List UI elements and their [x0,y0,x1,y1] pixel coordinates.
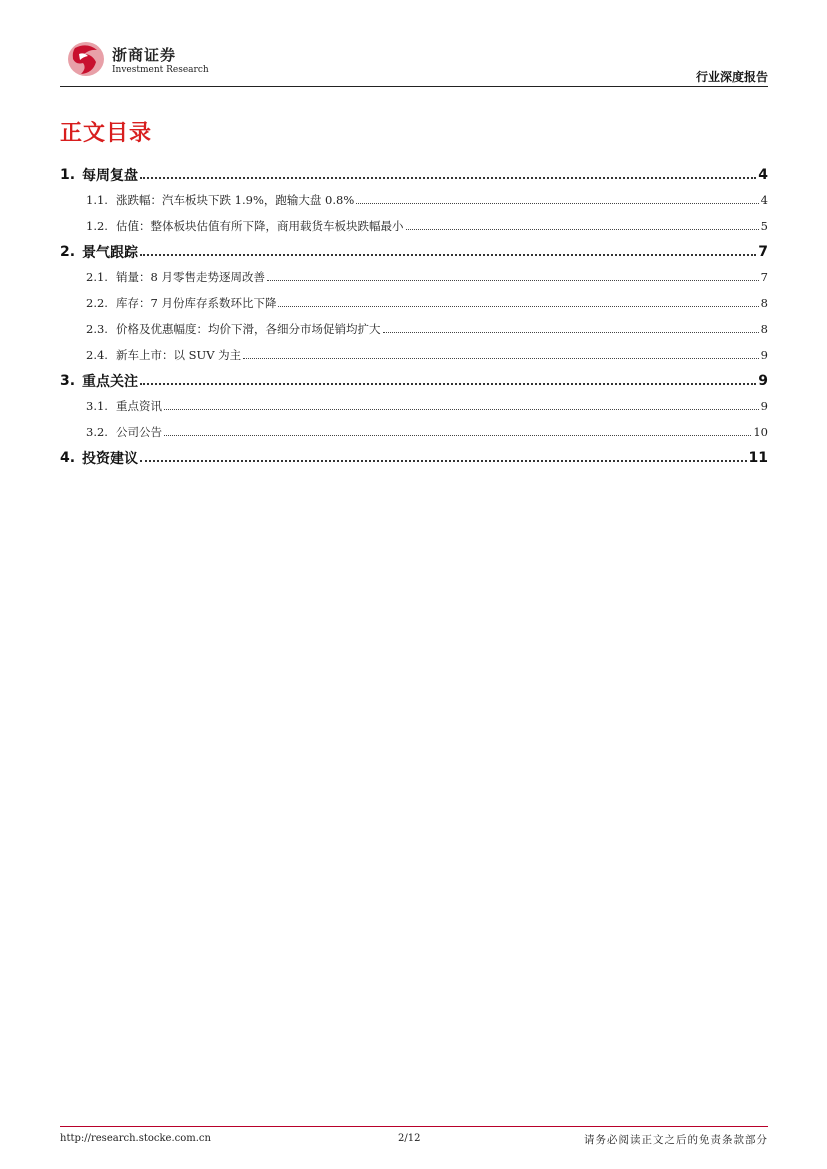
footer-disclaimer: 请务必阅读正文之后的免责条款部分 [584,1134,768,1146]
toc-entry-page: 7 [758,243,768,260]
toc-entry-page: 9 [760,348,768,362]
toc-entry-label: 公司公告 [116,425,162,439]
toc-dot-leader [164,409,759,410]
toc-entry-page: 8 [760,296,768,310]
footer-divider [60,1126,768,1127]
toc-entry-label: 每周复盘 [82,167,138,184]
toc-entry-page: 5 [760,219,768,233]
toc-entry-page: 11 [748,449,768,466]
toc-dot-leader [243,358,758,359]
toc-dot-leader [140,383,756,385]
toc-entry-page: 4 [760,193,768,207]
toc-entry-label: 估值：整体板块估值有所下降，商用载货车板块跌幅最小 [116,219,404,233]
toc-dot-leader [278,306,758,307]
page-header [60,40,768,88]
toc-subsection-entry[interactable] [60,213,768,239]
toc-entry-number: 2. [60,243,76,260]
toc-section-entry[interactable] [60,445,768,470]
toc-entry-number: 1. [60,166,76,183]
toc-entry-number: 1.2. [86,219,108,233]
toc-subsection-entry[interactable] [60,393,768,419]
toc-dot-leader [140,460,747,462]
toc-entry-label: 销量：8 月零售走势逐周改善 [116,270,265,284]
toc-entry-number: 3.1. [86,399,108,413]
toc-entry-page: 8 [760,322,768,336]
toc-subsection-entry[interactable] [60,316,768,342]
toc-entry-page: 4 [758,166,768,183]
footer-url[interactable]: http://research.stocke.com.cn [60,1133,211,1144]
toc-entry-label: 涨跌幅：汽车板块下跌 1.9%，跑输大盘 0.8% [116,193,355,207]
toc-entry-number: 2.3. [86,322,108,336]
toc-subsection-entry[interactable] [60,419,768,445]
toc-entry-number: 2.4. [86,348,108,362]
toc-section-entry[interactable] [60,239,768,264]
toc-entry-label: 重点资讯 [116,399,162,413]
toc-entry-label: 库存：7 月份库存系数环比下降 [116,296,277,310]
toc-subsection-entry[interactable] [60,187,768,213]
toc-entry-number: 1.1. [86,193,108,207]
toc-title: 正文目录 [60,121,153,146]
toc-entry-page: 9 [760,399,768,413]
toc-subsection-entry[interactable] [60,290,768,316]
toc-section-entry[interactable] [60,368,768,393]
toc-entry-label: 重点关注 [82,373,138,390]
header-divider [60,86,768,87]
toc-entry-label: 投资建议 [82,450,138,467]
toc-subsection-entry[interactable] [60,342,768,368]
toc-subsection-entry[interactable] [60,264,768,290]
toc-entry-number: 3. [60,372,76,389]
company-logo-icon [66,40,106,78]
toc-entry-number: 2.2. [86,296,108,310]
company-name-cn: 浙商证券 [112,46,177,64]
toc-dot-leader [356,203,758,204]
page-number: 2/12 [398,1133,421,1144]
toc-entry-label: 价格及优惠幅度：均价下滑，各细分市场促销均扩大 [116,322,381,336]
toc-dot-leader [140,254,756,256]
report-type-label: 行业深度报告 [695,70,768,84]
toc-entry-page: 9 [758,372,768,389]
toc-entry-page: 7 [760,270,768,284]
toc-dot-leader [164,435,751,436]
toc-entry-label: 景气跟踪 [82,244,138,261]
toc-entry-label: 新车上市：以 SUV 为主 [116,348,242,362]
toc-dot-leader [383,332,759,333]
toc-dot-leader [140,177,756,179]
toc-dot-leader [406,229,759,230]
toc-section-entry[interactable] [60,162,768,187]
table-of-contents [60,162,768,470]
toc-entry-number: 4. [60,449,76,466]
toc-entry-number: 2.1. [86,270,108,284]
toc-dot-leader [267,280,759,281]
company-name-en: Investment Research [112,65,209,75]
toc-entry-page: 10 [753,425,768,439]
toc-entry-number: 3.2. [86,425,108,439]
